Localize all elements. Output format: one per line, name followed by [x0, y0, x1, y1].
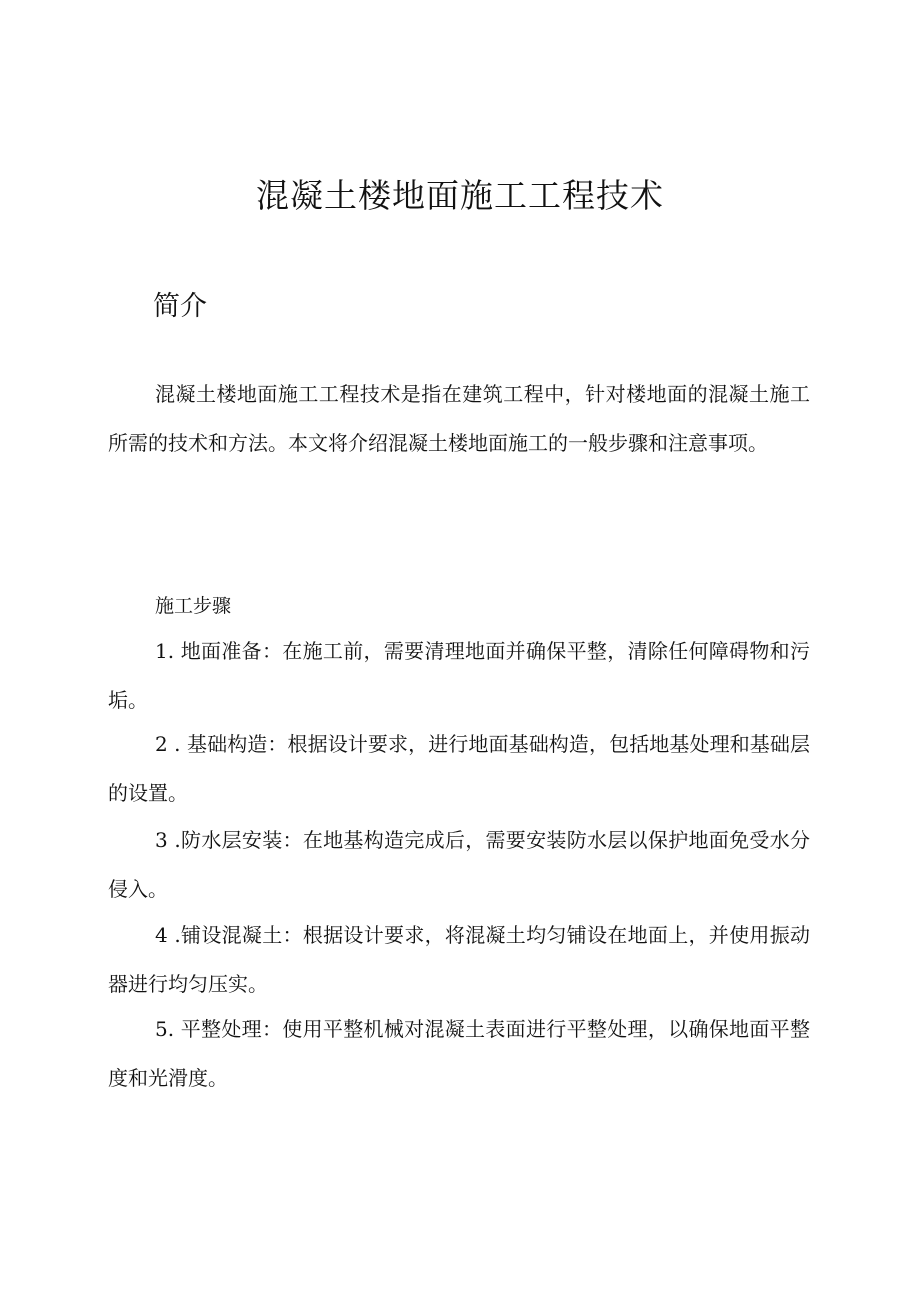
intro-heading: 简介: [153, 291, 207, 322]
step-item-1: 1. 地面准备：在施工前，需要清理地面并确保平整，清除任何障碍物和污垢。: [108, 639, 810, 712]
step-item-4: 4 .铺设混凝土：根据设计要求，将混凝土均匀铺设在地面上，并使用振动器进行均匀压实。: [108, 923, 810, 996]
step-item-5: 5. 平整处理：使用平整机械对混凝土表面进行平整处理，以确保地面平整度和光滑度。: [108, 1017, 810, 1090]
step-item-3: 3 .防水层安装：在地基构造完成后，需要安装防水层以保护地面免受水分侵入。: [108, 828, 810, 901]
step-item-2: 2 . 基础构造：根据设计要求，进行地面基础构造，包括地基处理和基础层的设置。: [108, 732, 810, 805]
document-title: 混凝土楼地面施工工程技术: [256, 176, 664, 215]
intro-paragraph: 混凝土楼地面施工工程技术是指在建筑工程中，针对楼地面的混凝土施工所需的技术和方法。本文将介绍混凝土楼地面施工的一般步骤和注意事项。: [108, 382, 810, 455]
steps-heading: 施工步骤: [155, 595, 232, 617]
